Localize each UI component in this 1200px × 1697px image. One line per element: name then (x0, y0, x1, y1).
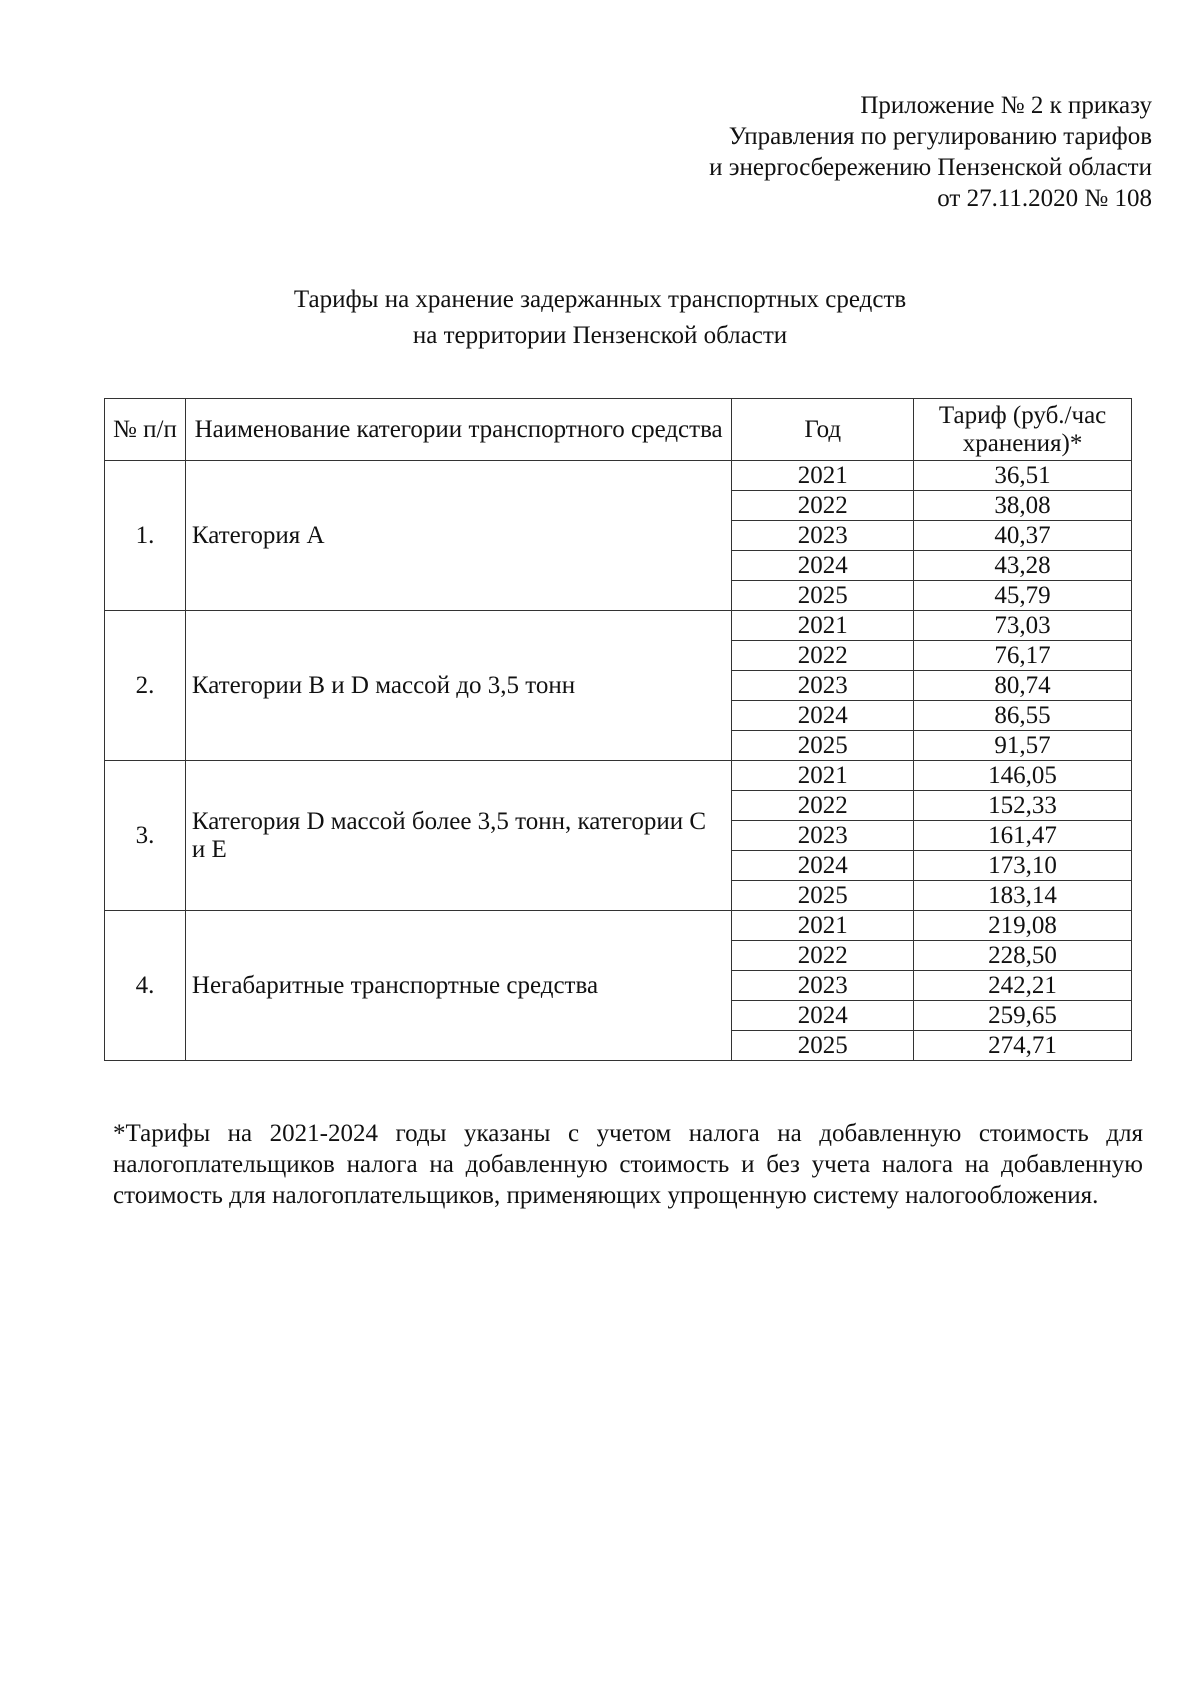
tariff-cell: 43,28 (914, 551, 1132, 581)
year-cell: 2021 (732, 761, 914, 791)
document-title-line-2: на территории Пензенской области (412, 322, 788, 349)
year-cell: 2021 (732, 911, 914, 941)
year-cell: 2022 (732, 641, 914, 671)
group-number: 1. (105, 461, 186, 611)
header-category: Наименование категории транспортного средства (185, 399, 731, 461)
year-cell: 2025 (732, 731, 914, 761)
group-category: Категории В и D массой до 3,5 тонн (185, 611, 731, 761)
header-year: Год (732, 399, 914, 461)
year-cell: 2024 (732, 851, 914, 881)
tariff-cell: 183,14 (914, 881, 1132, 911)
year-cell: 2022 (732, 791, 914, 821)
document-title-line-1: Тарифы на хранение задержанных транспортных средств (293, 286, 907, 313)
tariff-cell: 36,51 (914, 461, 1132, 491)
table-header-row (105, 399, 1132, 461)
year-cell: 2023 (732, 821, 914, 851)
appendix-header-line: Приложение № 2 к приказу (860, 92, 1152, 119)
group-number: 4. (105, 911, 186, 1061)
group-category: Категория А (185, 461, 731, 611)
year-cell: 2021 (732, 611, 914, 641)
year-cell: 2023 (732, 521, 914, 551)
year-cell: 2023 (732, 671, 914, 701)
year-cell: 2025 (732, 1031, 914, 1061)
tariff-cell: 152,33 (914, 791, 1132, 821)
tariff-cell: 259,65 (914, 1001, 1132, 1031)
header-num: № п/п (105, 399, 186, 461)
appendix-header-line: и энергосбережению Пензенской области (709, 154, 1152, 181)
tariff-cell: 91,57 (914, 731, 1132, 761)
group-number: 3. (105, 761, 186, 911)
tariff-cell: 38,08 (914, 491, 1132, 521)
table-row (105, 611, 1132, 641)
year-cell: 2025 (732, 581, 914, 611)
table-row (105, 461, 1132, 491)
tariff-cell: 40,37 (914, 521, 1132, 551)
tariff-cell: 45,79 (914, 581, 1132, 611)
group-number: 2. (105, 611, 186, 761)
tariff-cell: 228,50 (914, 941, 1132, 971)
year-cell: 2024 (732, 1001, 914, 1031)
group-category: Негабаритные транспортные средства (185, 911, 731, 1061)
year-cell: 2022 (732, 941, 914, 971)
tariff-cell: 86,55 (914, 701, 1132, 731)
document-title (0, 282, 1200, 354)
tariffs-table (104, 398, 1132, 1061)
year-cell: 2023 (732, 971, 914, 1001)
year-cell: 2021 (732, 461, 914, 491)
table-row (105, 911, 1132, 941)
tariff-cell: 146,05 (914, 761, 1132, 791)
appendix-header-line: от 27.11.2020 № 108 (937, 185, 1152, 212)
year-cell: 2024 (732, 551, 914, 581)
appendix-header (709, 90, 1152, 214)
header-tariff: Тариф (руб./час хранения)* (914, 399, 1132, 461)
tariff-cell: 274,71 (914, 1031, 1132, 1061)
tariff-cell: 73,03 (914, 611, 1132, 641)
tariff-cell: 219,08 (914, 911, 1132, 941)
tariff-footnote: *Тарифы на 2021-2024 годы указаны с учетом налога на добавленную стоимость для налогоплательщиков налога на добавленную стоимость и без учета налога на добавленную стоимость для налогоплательщиков, применяющих упрощенную систему налогообложения. (113, 1120, 1143, 1209)
tariff-cell: 80,74 (914, 671, 1132, 701)
tariff-cell: 242,21 (914, 971, 1132, 1001)
table-row (105, 761, 1132, 791)
year-cell: 2022 (732, 491, 914, 521)
group-category: Категория D массой более 3,5 тонн, категории С и Е (185, 761, 731, 911)
year-cell: 2024 (732, 701, 914, 731)
appendix-header-line: Управления по регулированию тарифов (728, 123, 1152, 150)
tariff-cell: 173,10 (914, 851, 1132, 881)
tariff-cell: 76,17 (914, 641, 1132, 671)
year-cell: 2025 (732, 881, 914, 911)
tariff-cell: 161,47 (914, 821, 1132, 851)
